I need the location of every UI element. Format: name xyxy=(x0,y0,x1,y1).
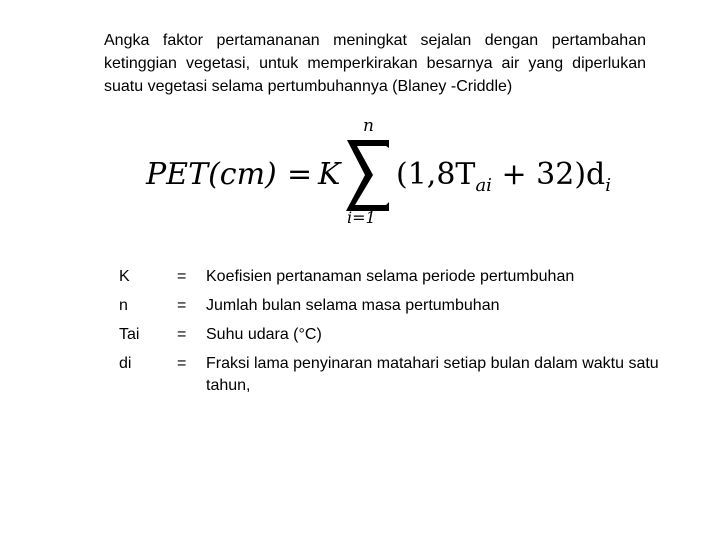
formula-coefficient: K xyxy=(318,157,341,192)
definition-symbol: n xyxy=(119,297,128,314)
formula-lhs: PET(cm) xyxy=(146,157,277,192)
definition-description: Jumlah bulan selama masa pertumbuhan xyxy=(206,297,500,314)
definition-equals: = xyxy=(177,326,187,343)
definition-row-di xyxy=(119,353,679,397)
pet-formula xyxy=(0,0,720,240)
definition-row-k xyxy=(119,266,679,295)
formula-summand xyxy=(396,157,611,196)
definition-row-n xyxy=(119,295,679,324)
summand-sub-i: i xyxy=(605,175,611,196)
definition-equals: = xyxy=(177,297,187,314)
summation-sign xyxy=(346,140,389,211)
sum-upper-limit: n xyxy=(363,116,374,136)
formula-graphic xyxy=(0,0,720,240)
definition-description: Koefisien pertanaman selama periode pertumbuhan xyxy=(206,268,575,285)
definition-symbol: di xyxy=(119,355,132,372)
definition-symbol: Tai xyxy=(119,326,140,343)
definition-description: Fraksi lama penyinaran matahari setiap bulan dalam waktu satu tahun, xyxy=(206,355,659,394)
definition-row-tai xyxy=(119,324,679,353)
summand-rest: + 32)d xyxy=(491,157,606,192)
summand-sub-ai: ai xyxy=(475,175,492,196)
definition-equals: = xyxy=(177,268,187,285)
formula-equals: = xyxy=(287,157,313,192)
sum-lower-limit: i=1 xyxy=(347,208,376,227)
definition-symbol: K xyxy=(119,268,130,285)
definition-description: Suhu udara (°C) xyxy=(206,326,322,343)
intro-paragraph: Angka faktor pertamananan meningkat sejalan dengan pertambahan ketinggian vegetasi, untuk memperkirakan besarnya air yang diperlukan suatu vegetasi selama pertumbuhannya (Blaney -Criddle) xyxy=(104,32,646,95)
definitions-list xyxy=(119,266,679,397)
definition-equals: = xyxy=(177,355,187,372)
summand-open: (1,8T xyxy=(396,157,476,192)
